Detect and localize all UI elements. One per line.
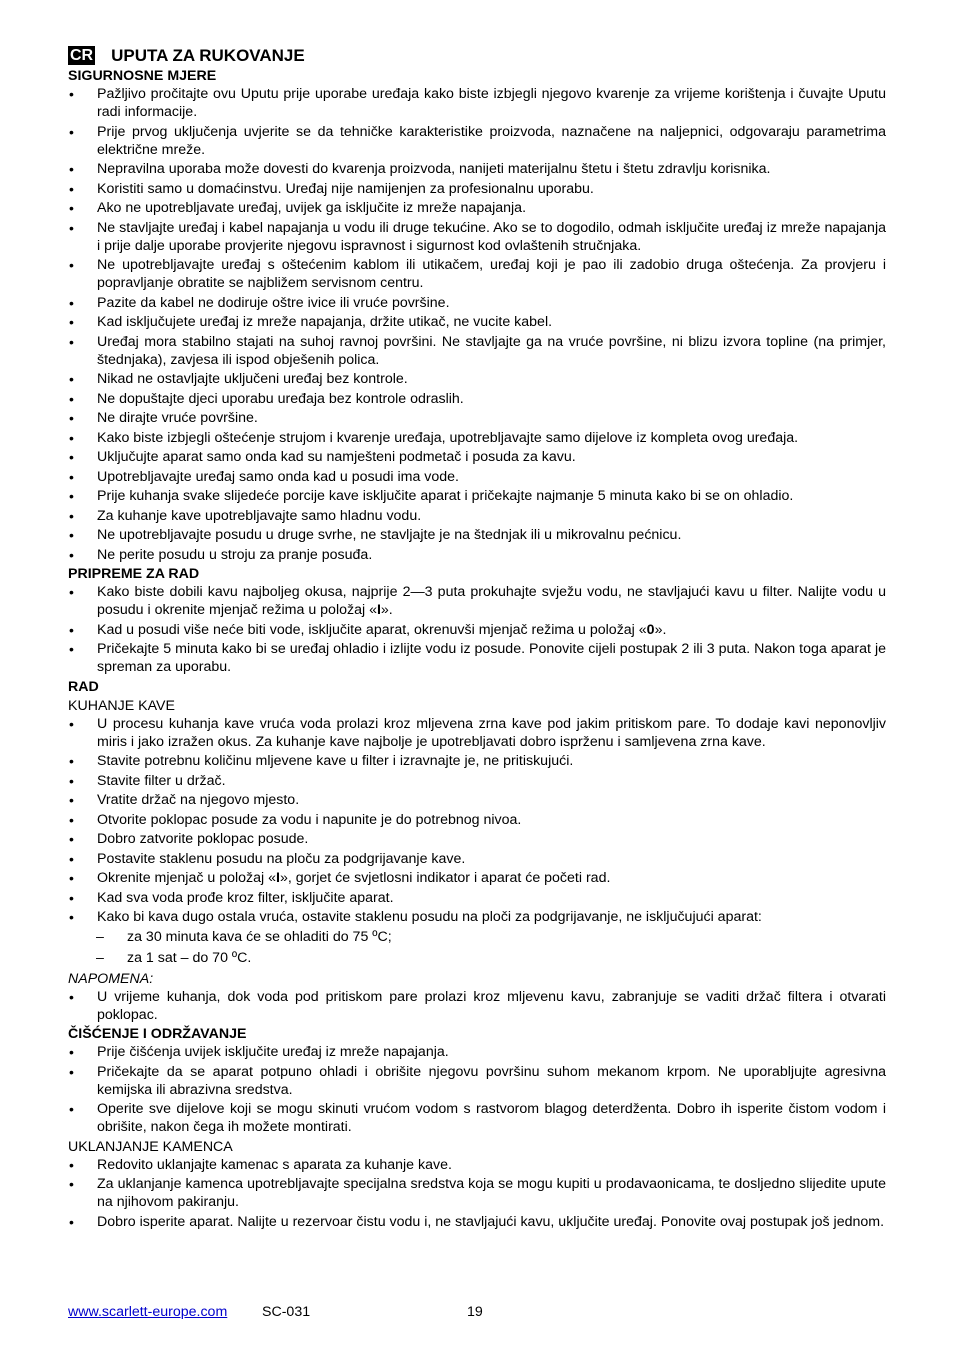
list-item: • Pazite da kabel ne dodiruje oštre ivice ili vruće površine.	[68, 294, 886, 312]
list-item: • Prije prvog uključenja uvjerite se da tehničke karakteristike proizvoda, naznačene na naljepnici, odgovaraju parametrima električne mreže.	[68, 123, 886, 159]
note-label: NAPOMENA:	[68, 970, 154, 987]
page-title: UPUTA ZA RUKOVANJE	[111, 45, 305, 65]
section-heading-safety: SIGURNOSNE MJERE	[68, 68, 217, 84]
list-item: • Ne perite posudu u stroju za pranje posuđa.	[68, 546, 886, 564]
list-item: • Stavite potrebnu količinu mljevene kave u filter i izravnajte je, ne pritiskujući.	[68, 752, 886, 770]
list-item: • Operite sve dijelove koji se mogu skinuti vrućom vodom s rastvorom blagog deterdženta. Dobro ih isperite čistom vodom i obrišite, nakon čega ih možete montirati.	[68, 1100, 886, 1136]
cleaning-list	[68, 1043, 886, 1136]
list-item: • Vratite držač na njegovo mjesto.	[68, 791, 886, 809]
page-footer	[68, 1303, 886, 1321]
list-item: • Ne upotrebljavajte posudu u druge svrhe, ne stavljajte je na štednjak ili u mikrovalnu pećnicu.	[68, 526, 886, 544]
preparation-list	[68, 583, 886, 676]
list-item: • Kako biste dobili kavu najboljeg okusa, najprije 2—3 puta prokuhajte svježu vodu, ne stavljajući kavu u filter. Nalijte vodu u posudu i okrenite mjenjač režima u položaj «I».	[68, 583, 886, 619]
section-heading-cleaning: ČIŠĆENJE I ODRŽAVANJE	[68, 1026, 247, 1042]
subheading-coffee-brewing: KUHANJE KAVE	[68, 697, 175, 714]
website-link[interactable]: www.scarlett-europe.com	[68, 1304, 228, 1320]
model-number: SC-031	[262, 1304, 311, 1320]
list-item: • Dobro isperite aparat. Nalijte u rezervoar čistu vodu i, ne stavljajući kavu, uključite uređaj. Ponovite ovaj postupak još jednom.	[68, 1213, 886, 1231]
list-item: • Ne upotrebljavajte uređaj s oštećenim kablom ili utikačem, uređaj koji je pao ili zadobio druga oštećenja. Za provjeru i popravljanje obratite se najbližem servisnom centru.	[68, 256, 886, 292]
page-number: 19	[467, 1304, 483, 1320]
list-item: • Kad u posudi više neće biti vode, isključite aparat, okrenuvši mjenjač režima u položaj «0».	[68, 621, 886, 639]
list-item: • Za kuhanje kave upotrebljavajte samo hladnu vodu.	[68, 507, 886, 525]
list-item: • Postavite staklenu posudu na ploču za podgrijavanje kave.	[68, 850, 886, 868]
list-item: • Uključujte aparat samo onda kad su namješteni podmetač i posuda za kavu.	[68, 448, 886, 466]
list-item: • Redovito uklanjajte kamenac s aparata za kuhanje kave.	[68, 1156, 886, 1174]
language-badge: CR	[70, 46, 94, 64]
list-item: • Kako biste izbjegli oštećenje strujom i kvarenje uređaja, upotrebljavajte samo dijelove iz kompleta ovog uređaja.	[68, 429, 886, 447]
list-item: • Ako ne upotrebljavate uređaj, uvijek ga isključite iz mreže napajanja.	[68, 199, 886, 217]
safety-list	[68, 85, 886, 564]
list-item: • Kad isključujete uređaj iz mreže napajanja, držite utikač, ne vucite kabel.	[68, 313, 886, 331]
list-item: • Ne dirajte vruće površine.	[68, 409, 886, 427]
section-heading-operation: RAD	[68, 678, 99, 695]
list-item: • Uređaj mora stabilno stajati na suhoj ravnoj površini. Ne stavljajte ga na vruće površine, ni blizu izvora topline (na primjer, štednjaka), zavjesa ili ispod obješenih polica.	[68, 333, 886, 369]
list-item: • Nikad ne ostavljajte uključeni uređaj bez kontrole.	[68, 370, 886, 388]
temperature-list	[68, 928, 886, 967]
document-body	[68, 44, 886, 1232]
section-heading-preparation: PRIPREME ZA RAD	[68, 566, 200, 582]
list-item: • Prije čišćenja uvijek isključite uređaj iz mreže napajanja.	[68, 1043, 886, 1061]
dash-item: – za 1 sat – do 70 ºC.	[68, 949, 886, 967]
list-item: • Pričekajte da se aparat potpuno ohladi i obrišite njegovu površinu suhom mekanom krpom. Ne uporabljujte agresivna kemijska ili abrazivna sredstva.	[68, 1063, 886, 1099]
list-item: • Nepravilna uporaba može dovesti do kvarenja proizvoda, nanijeti materijalnu štetu i štetu zdravlju korisnika.	[68, 160, 886, 178]
list-item: • Dobro zatvorite poklopac posude.	[68, 830, 886, 848]
list-item: • Pažljivo pročitajte ovu Uputu prije uporabe uređaja kako biste izbjegli njegovo kvarenje za vrijeme korištenja i čuvajte Uputu radi informacije.	[68, 85, 886, 121]
operation-list	[68, 715, 886, 927]
list-item: • U procesu kuhanja kave vruća voda prolazi kroz mljevena zrna kave pod jakim pritiskom pare. To dodaje kavi neponovljiv miris i jako izražen okus. Za kuhanje kave najbolje je upotrebljavati dobro isprženu i samljevena zrna kave.	[68, 715, 886, 751]
list-item: • U vrijeme kuhanja, dok voda pod pritiskom pare prolazi kroz mljevenu kavu, zabranjuje se vaditi držač filtera i otvarati poklopac.	[68, 988, 886, 1024]
subheading-descaling: UKLANJANJE KAMENCA	[68, 1138, 233, 1155]
list-item: • Koristiti samo u domaćinstvu. Uređaj nije namijenjen za profesionalnu uporabu.	[68, 180, 886, 198]
list-item: • Pričekajte 5 minuta kako bi se uređaj ohladio i izlijte vodu iz posude. Ponovite cijeli postupak 2 ili 3 puta. Nakon toga aparat je spreman za uporabu.	[68, 640, 886, 676]
dash-item: – za 30 minuta kava će se ohladiti do 75 ºC;	[68, 928, 886, 946]
list-item: • Za uklanjanje kamenca upotrebljavajte specijalna sredstva koja se mogu kupiti u prodavaonicama, te dosljedno slijedite upute na njihovom pakiranju.	[68, 1175, 886, 1211]
title-line	[68, 44, 886, 66]
descaling-list	[68, 1156, 886, 1231]
list-item: • Okrenite mjenjač u položaj «I», gorjet će svjetlosni indikator i aparat će početi rad.	[68, 869, 886, 887]
list-item: • Ne dopuštajte djeci uporabu uređaja bez kontrole odraslih.	[68, 390, 886, 408]
list-item: • Prije kuhanja svake slijedeće porcije kave isključite aparat i pričekajte najmanje 5 minuta kako bi se on ohladio.	[68, 487, 886, 505]
list-item: • Kad sva voda prođe kroz filter, isključite aparat.	[68, 889, 886, 907]
list-item: • Otvorite poklopac posude za vodu i napunite je do potrebnog nivoa.	[68, 811, 886, 829]
list-item: • Upotrebljavajte uređaj samo onda kad u posudi ima vode.	[68, 468, 886, 486]
list-item: • Kako bi kava dugo ostala vruća, ostavite staklenu posudu na ploči za podgrijavanje, ne isključujući aparat:	[68, 908, 886, 926]
list-item: • Ne stavljajte uređaj i kabel napajanja u vodu ili druge tekućine. Ako se to dogodilo, odmah isključite uređaj iz mreže napajanja i prije dalje uporabe provjerite njegovu ispravnost i sigurnost kod ovlaštenih stručnjaka.	[68, 219, 886, 255]
list-item: • Stavite filter u držač.	[68, 772, 886, 790]
note-list	[68, 988, 886, 1024]
